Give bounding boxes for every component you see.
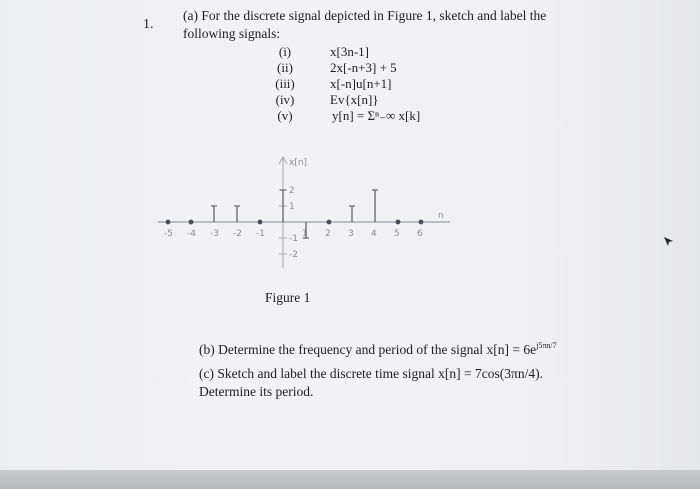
part-b-exponent: j5πn/7 (536, 341, 557, 350)
y-tick-label: -2 (289, 250, 298, 260)
x-tick-label: 6 (417, 229, 423, 239)
item-ii-label: (ii) (277, 60, 293, 75)
page-bottom-edge (0, 470, 700, 489)
y-axis-label: x[n] (289, 158, 308, 168)
part-c-line-1: (c) Sketch and label the discrete time signal x[n] = 7cos(3πn/4). (199, 366, 543, 381)
figure-1-plot (150, 150, 470, 280)
item-v-signal: y[n] = Σⁿ₋∞ x[k] (332, 108, 421, 123)
x-tick-label: 4 (371, 229, 377, 239)
stem-dot (419, 220, 424, 225)
y-tick-label: -1 (289, 234, 298, 244)
y-tick-label: 1 (289, 202, 295, 212)
x-tick-label: 3 (348, 229, 354, 239)
item-iii-label: (iii) (275, 76, 295, 91)
y-tick-label: 2 (289, 186, 295, 196)
stem-dot (166, 220, 171, 225)
item-i-label: (i) (278, 44, 292, 59)
part-c-line-2: Determine its period. (199, 384, 314, 399)
part-b-text: (b) Determine the frequency and period of the signal x[n] = 6e (199, 342, 537, 357)
figure-caption: Figure 1 (265, 290, 311, 305)
item-v-label: (v) (277, 108, 293, 123)
x-tick-label: -2 (233, 229, 242, 239)
item-iv-signal: Ev{x[n]} (330, 92, 379, 107)
x-axis-label: n (438, 211, 444, 221)
x-tick-label: -4 (187, 229, 196, 239)
stem-dot (396, 220, 401, 225)
x-tick-label: 1 (302, 229, 308, 239)
item-i-signal: x[3n-1] (330, 44, 369, 59)
item-ii-signal: 2x[-n+3] + 5 (330, 60, 397, 75)
x-tick-label: -5 (164, 229, 173, 239)
part-a-line-2: following signals: (183, 26, 281, 41)
x-tick-label: 2 (325, 229, 331, 239)
stem-dot (327, 220, 332, 225)
mouse-cursor-icon (663, 236, 675, 248)
x-tick-label: -3 (210, 229, 219, 239)
part-a-line-1: (a) For the discrete signal depicted in Figure 1, sketch and label the (183, 8, 547, 23)
x-tick-label: 5 (394, 229, 400, 239)
item-iv-label: (iv) (275, 92, 295, 107)
part-b-question (199, 341, 557, 358)
stem-dot (189, 220, 194, 225)
question-number: 1. (143, 17, 154, 32)
x-tick-label: -1 (256, 229, 265, 239)
item-iii-signal: x[-n]u[n+1] (330, 76, 392, 91)
stem-dot (258, 220, 263, 225)
